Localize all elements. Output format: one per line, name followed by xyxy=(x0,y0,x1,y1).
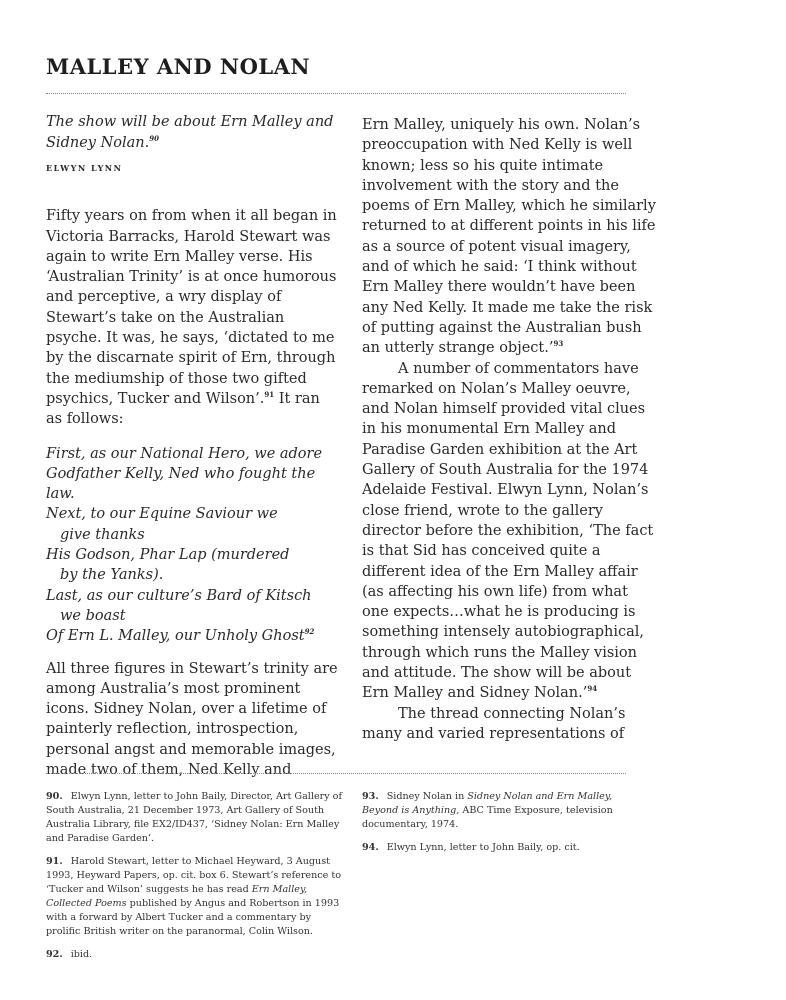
paragraph xyxy=(362,115,656,359)
poem-line: we boast xyxy=(60,607,126,624)
footnote-text: ibid. xyxy=(70,949,93,960)
footnote-90 xyxy=(46,790,346,846)
poem-line: His Godson, Phar Lap (murdered xyxy=(46,547,290,564)
left-column xyxy=(46,112,338,780)
paragraph-text: Ern Malley, uniquely his own. Nolan’s preoccupation with Ned Kelly is well known; less so his quite intimate involvement with the story and the poems of Ern Malley, which he similarly returned to at different points in his life as a source of potent visual imagery, and of which he said: ‘I think without Ern Malley there wouldn’t have been any Ned Kelly. It made me take the risk of putting against the Australian bush an utterly strange object.’ xyxy=(362,117,656,357)
footnote-number: 94. xyxy=(362,842,379,853)
footnote-text: , ABC Time Exposure, television documentary, 1974. xyxy=(362,805,613,830)
footnote-ref-91: 91 xyxy=(264,390,275,400)
paragraph-tail: It ran as follows: xyxy=(46,390,320,428)
footnote-ref-92: 92 xyxy=(304,627,315,637)
paragraph-text: Fifty years on from when it all began in Victoria Barracks, Harold Stewart was again to write Ern Malley verse. His ‘Australian Trinity’ is at once humorous and perceptive, a wry display of Stewart’s take on the Australian psyche. It was, he says, ‘dictated to me by the discarnate spirit of Ern, through the mediumship of those two gifted psychics, Tucker and Wilson’. xyxy=(46,208,337,407)
poem-line: give thanks xyxy=(60,526,145,543)
poem-line-text: Of Ern L. Malley, our Unholy Ghost xyxy=(46,628,305,645)
paragraph xyxy=(46,206,338,429)
top-divider xyxy=(46,93,626,94)
footnote-ref-90: 90 xyxy=(149,134,159,144)
epigraph-attribution: ELWYN LYNN xyxy=(46,163,123,173)
footnote-94 xyxy=(362,841,632,855)
footnote-title: Ern Malley, Collected Poems xyxy=(46,884,308,909)
footnotes-left xyxy=(46,790,346,971)
footnote-text: Elwyn Lynn, letter to John Baily, op. cit. xyxy=(386,842,580,853)
poem-line: First, as our National Hero, we adore xyxy=(46,445,323,462)
epigraph-text: The show will be about Ern Malley and Sidney Nolan. xyxy=(46,114,334,151)
poem-line: by the Yanks). xyxy=(60,567,164,584)
poem-line: Next, to our Equine Saviour we xyxy=(46,506,278,523)
poem-line: Last, as our culture’s Bard of Kitsch xyxy=(46,587,312,604)
right-column xyxy=(362,115,656,744)
paragraph xyxy=(362,359,656,704)
footnote-number: 93. xyxy=(362,791,379,802)
paragraph: All three figures in Stewart’s trinity are among Australia’s most prominent icons. Sidney Nolan, over a lifetime of painterly reflection, introspection, personal angst and memorable images, made two of them, Ned Kelly and xyxy=(46,660,338,779)
page-title: MALLEY AND NOLAN xyxy=(46,54,311,79)
footnote-text: Elwyn Lynn, letter to John Baily, Director, Art Gallery of South Australia, 21 December 1973, Art Gallery of South Australia Library, file EX2/ID437, ‘Sidney Nolan: Ern Malley and Paradise Garden’. xyxy=(46,791,343,844)
poem-line: Godfather Kelly, Ned who fought the law. xyxy=(46,465,316,503)
footnote-text: Harold Stewart, letter to Michael Heyward, 3 August 1993, Heyward Papers, op. cit. box 6. Stewart’s reference to ‘Tucker and Wilson’ suggests he has read xyxy=(46,856,342,895)
paragraph: The thread connecting Nolan’s many and varied representations of xyxy=(362,705,626,742)
footnote-ref-93: 93 xyxy=(553,339,564,349)
footnote-title: Sidney Nolan and Ern Malley, Beyond is Anything xyxy=(362,791,613,816)
poem-line-last xyxy=(46,626,338,646)
poem xyxy=(46,444,338,647)
footnote-number: 91. xyxy=(46,856,63,867)
footnote-divider xyxy=(46,773,626,774)
footnote-text: published by Angus and Robertson in 1993 with a forward by Albert Tucker and a commentary by prolific British writer on the paranormal, Colin Wilson. xyxy=(46,898,340,937)
footnote-number: 92. xyxy=(46,949,63,960)
footnotes-right xyxy=(362,790,632,864)
paragraph-text: A number of commentators have remarked on Nolan’s Malley oeuvre, and Nolan himself provided vital clues in his monumental Ern Malley and Paradise Garden exhibition at the Art Gallery of South Australia for the 1974 Adelaide Festival. Elwyn Lynn, Nolan’s close friend, wrote to the gallery director before the exhibition, ‘The fact is that Sid has conceived quite a different idea of the Ern Malley affair (as affecting his own life) from what one expects…what he is producing is something intensely autobiographical, through which runs the Malley vision and attitude. The show will be about Ern Malley and Sidney Nolan.’ xyxy=(362,360,654,702)
footnote-text: Sidney Nolan in xyxy=(386,791,468,802)
footnote-ref-94: 94 xyxy=(587,684,598,694)
footnote-92 xyxy=(46,948,346,962)
epigraph xyxy=(46,112,338,154)
footnote-93 xyxy=(362,790,632,832)
footnote-number: 90. xyxy=(46,791,63,802)
footnote-91 xyxy=(46,855,346,939)
